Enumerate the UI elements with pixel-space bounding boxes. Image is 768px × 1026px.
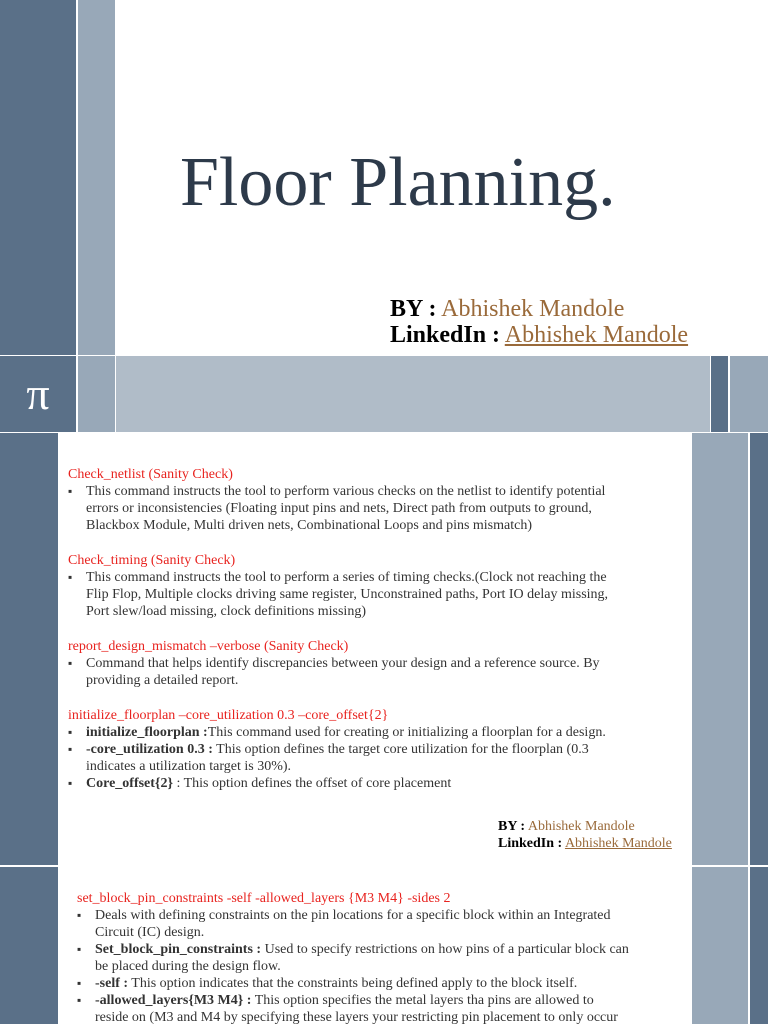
section-initialize-floorplan [68,707,628,792]
bullet-item [68,775,628,792]
left-band-dark [0,0,76,355]
section-heading: set_block_pin_constraints -self -allowed_layers {M3 M4} -sides 2 [77,891,451,906]
bullet-text: This option indicates that the constraints being defined apply to the block itself. [128,976,578,991]
slide2-signature [498,818,672,852]
slide2-right-edge [750,433,768,865]
bullet-item [68,724,628,741]
bullet-item: ▪ This command instructs the tool to perform various checks on the netlist to identify potential errors or inconsistencies (Floating input pins and nets, Direct path from outputs to ground, Blackbox Module, Multi driven nets, Combinational Loops and pins mismatch) [68,483,628,534]
section-heading: Check_timing (Sanity Check) [68,553,236,568]
bullet-item [77,992,629,1026]
bullet-text: Used to specify restrictions on how pins of a particular block can be placed during the design flow. [95,942,629,974]
bullet-text: This option specifies the metal layers tha pins are allowed to reside on (M3 and M4 by specifying these layers your restricting pin placement to only occur [95,993,618,1025]
bullet-keyword: -core_utilization 0.3 : [86,742,213,757]
bullet-keyword: -allowed_layers{M3 M4} : [95,993,252,1008]
bullet-keyword: -self : [95,976,129,991]
left-band-light [78,0,115,355]
linkedin-label: LinkedIn : [498,836,563,851]
linkedin-label: LinkedIn : [390,322,501,348]
linkedin-link[interactable]: Abhishek Mandole [504,322,689,348]
strip-block-1 [78,356,115,432]
strip-main [116,356,710,432]
bullet-item [68,741,628,775]
author-block [390,296,688,348]
bullet-keyword: initialize_floorplan : [86,725,208,740]
slide2-right-band [692,433,748,865]
slide2-left-edge [0,433,58,865]
section-heading: report_design_mismatch –verbose (Sanity Check) [68,639,349,654]
section-check-netlist [68,466,628,534]
slide3-right-edge [750,867,768,1024]
bullet-text: This command used for creating or initializing a floorplan for a design. [207,725,606,740]
bullet-item [77,941,629,975]
bullet-item: ▪ This command instructs the tool to perform a series of timing checks.(Clock not reaching the Flip Flop, Multiple clocks driving same register, Unconstrained paths, Port IO delay missing, Port slew/load missing, clock definitions missing) [68,569,628,620]
section-check-timing [68,552,628,620]
slide-title: Floor Planning. [180,144,616,221]
bullet-item [77,907,629,941]
section-heading: Check_netlist (Sanity Check) [68,467,233,482]
bullet-keyword: Set_block_pin_constraints : [95,942,262,957]
strip-block-3 [730,356,768,432]
bullet-text: Deals with defining constraints on the pin locations for a specific block within an Integrated Circuit (IC) design. [95,908,611,940]
section-report-design-mismatch [68,638,628,689]
bullet-text: This option defines the target core utilization for the floorplan (0.3 indicates a utilization target is 30%). [86,742,589,774]
bullet-text: : This option defines the offset of core placement [172,776,452,791]
pi-icon: π [26,368,50,419]
bullet-item [77,975,629,992]
linkedin-link[interactable]: Abhishek Mandole [564,836,672,851]
bullet-item: ▪ Command that helps identify discrepancies between your design and a reference source. By providing a detailed report. [68,655,628,689]
slide3-right-band [692,867,748,1024]
slide2-body [68,466,628,792]
by-label: BY : [498,819,526,834]
bullet-keyword: Core_offset{2} [86,776,173,791]
by-label: BY : [390,296,437,322]
section-heading: initialize_floorplan –core_utilization 0.3 –core_offset{2} [68,708,389,723]
author-name: Abhishek Mandole [527,819,635,834]
author-name: Abhishek Mandole [441,296,625,322]
slide3-body [77,890,629,1026]
slide3-left-edge [0,867,58,1024]
strip-block-2 [711,356,728,432]
